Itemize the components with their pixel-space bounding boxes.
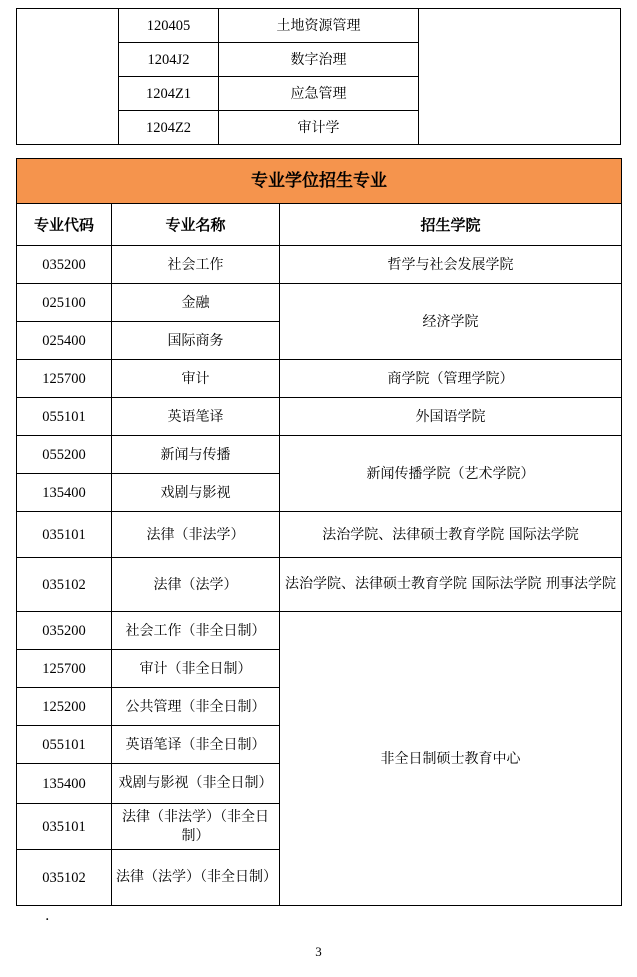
major-code: 120405 bbox=[119, 9, 219, 43]
major-code: 055200 bbox=[17, 436, 112, 474]
header-name: 专业名称 bbox=[112, 204, 280, 246]
major-code: 055101 bbox=[17, 398, 112, 436]
college-name: 非全日制硕士教育中心 bbox=[280, 612, 622, 906]
major-name: 审计 bbox=[112, 360, 280, 398]
footnote-dot: . bbox=[45, 908, 50, 924]
major-code: 125200 bbox=[17, 688, 112, 726]
major-name: 数字治理 bbox=[219, 43, 419, 77]
page-number: 3 bbox=[315, 944, 322, 959]
major-code: 035102 bbox=[17, 850, 112, 906]
major-name: 英语笔译（非全日制） bbox=[112, 726, 280, 764]
major-name: 审计学 bbox=[219, 111, 419, 145]
major-name: 国际商务 bbox=[112, 322, 280, 360]
major-code: 135400 bbox=[17, 764, 112, 804]
major-name: 公共管理（非全日制） bbox=[112, 688, 280, 726]
major-name: 法律（法学）（非全日制） bbox=[112, 850, 280, 906]
major-code: 035101 bbox=[17, 804, 112, 850]
professional-degree-table bbox=[16, 158, 622, 906]
header-code: 专业代码 bbox=[17, 204, 112, 246]
major-code: 1204J2 bbox=[119, 43, 219, 77]
major-code: 1204Z2 bbox=[119, 111, 219, 145]
table-title: 专业学位招生专业 bbox=[17, 159, 622, 204]
major-name: 法律（非法学）（非全日制） bbox=[112, 804, 280, 850]
college-name: 外国语学院 bbox=[280, 398, 622, 436]
college-name: 新闻传播学院（艺术学院） bbox=[280, 436, 622, 512]
major-name: 戏剧与影视（非全日制） bbox=[112, 764, 280, 804]
major-name: 审计（非全日制） bbox=[112, 650, 280, 688]
major-code: 055101 bbox=[17, 726, 112, 764]
major-code: 025100 bbox=[17, 284, 112, 322]
major-code: 125700 bbox=[17, 650, 112, 688]
college-name: 经济学院 bbox=[280, 284, 622, 360]
major-name: 应急管理 bbox=[219, 77, 419, 111]
college-name: 商学院（管理学院） bbox=[280, 360, 622, 398]
college-name: 哲学与社会发展学院 bbox=[280, 246, 622, 284]
blank-cell bbox=[419, 9, 621, 145]
major-code: 025400 bbox=[17, 322, 112, 360]
major-name: 金融 bbox=[112, 284, 280, 322]
top-table bbox=[16, 8, 621, 145]
major-code: 135400 bbox=[17, 474, 112, 512]
major-name: 社会工作 bbox=[112, 246, 280, 284]
major-code: 1204Z1 bbox=[119, 77, 219, 111]
major-name: 社会工作（非全日制） bbox=[112, 612, 280, 650]
header-college: 招生学院 bbox=[280, 204, 622, 246]
major-code: 035200 bbox=[17, 246, 112, 284]
blank-cell bbox=[17, 9, 119, 145]
major-name: 法律（非法学） bbox=[112, 512, 280, 558]
major-name: 英语笔译 bbox=[112, 398, 280, 436]
major-code: 035102 bbox=[17, 558, 112, 612]
major-name: 土地资源管理 bbox=[219, 9, 419, 43]
major-code: 035101 bbox=[17, 512, 112, 558]
major-name: 法律（法学） bbox=[112, 558, 280, 612]
major-name: 新闻与传播 bbox=[112, 436, 280, 474]
major-code: 035200 bbox=[17, 612, 112, 650]
major-name: 戏剧与影视 bbox=[112, 474, 280, 512]
college-name: 法治学院、法律硕士教育学院 国际法学院 刑事法学院 bbox=[280, 558, 622, 612]
major-code: 125700 bbox=[17, 360, 112, 398]
college-name: 法治学院、法律硕士教育学院 国际法学院 bbox=[280, 512, 622, 558]
